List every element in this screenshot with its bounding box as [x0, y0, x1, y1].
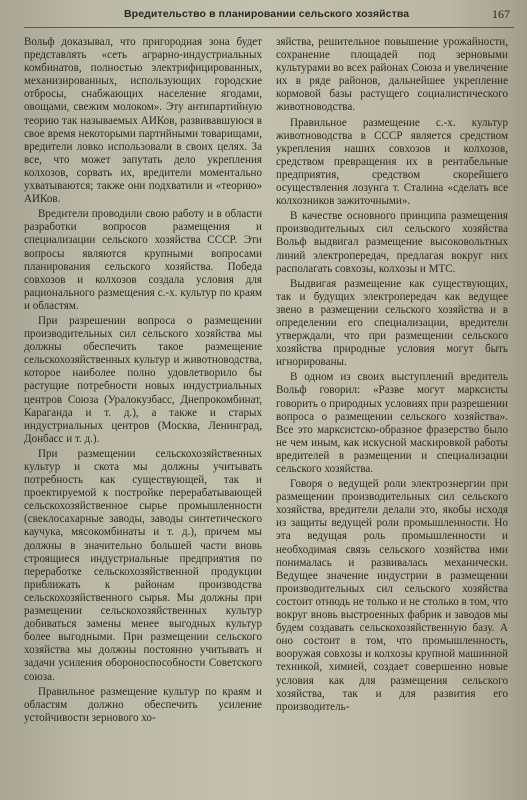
- paragraph: При разрешении вопроса о размещении производительных сил сельского хозяйства мы должны обеспечить такое размещение сельскохозяйственных культур и животноводства, которое наиболее полно удовлетворило бы растущие потребности новых индустриальных центров Союза (Уралокузбасс, Днепрокомбинат, Караганда и т. д.), а также и старых индустриальных центров (Москва, Ленинград, Донбасс и т. д.).: [24, 314, 262, 445]
- paragraph: зяйства, решительное повышение урожайности, сохранение площадей под зерновыми культурами во всех районах Союза и увеличение их в ряде районов, дальнейшее укрепление кормовой базы растущего социалистического животноводства.: [276, 36, 508, 114]
- paragraph: Говоря о ведущей роли электроэнергии при размещении производительных сил сельского хозяйства, вредители делали это, якобы исходя из защиты ведущей роли промышленности. Но эта ведущая роль промышленности и необходимая связь сельского хозяйства ими понималась и развивалась механически. Ведущее значение индустрии в размещении производительных сил сельского хозяйства состоит отнюдь не только и не столько в том, что вокруг вновь выстроенных фабрик и заводов мы будем создавать сельскохозяйственную базу. А оно состоит в том, что промышленность, вооружая совхозы и колхозы крупной машинной техникой, химией, создает совершенно новые условия как для размещения сельского хозяйства, так и для развития его производитель-: [276, 478, 508, 713]
- page-header: [24, 5, 514, 28]
- paragraph: Правильное размещение культур по краям и областям должно обеспечить усиление устойчивости зернового хо-: [24, 685, 262, 724]
- paragraph: В качестве основного принципа размещения производительных сил сельского хозяйства Вольф выдвигал размещение высоковольтных линий электропередач, предлагая вокруг них располагать совхозы, колхозы и МТС.: [276, 210, 508, 275]
- right-column: [276, 36, 508, 796]
- paragraph: Вольф доказывал, что пригородная зона будет представлять «сеть аграрно-индустриальных комбинатов, полностью электрифицированных, механизированных, использующих городские отбросы, снабжающих население ягодами, овощами, свежим молоком». Эту антипартийную теорию так называемых АИКов, развивавшуюся в свое время некоторыми партийными товарищами, вредители ловко использовали в своих целях. За все, что может запутать дело укрепления колхозов, сорвать их, вредители моментально ухватываются; также они подхватили и «теорию» АИКов.: [24, 36, 262, 206]
- paragraph: В одном из своих выступлений вредитель Вольф говорил: «Разве могут марксисты говорить о природных условиях при разрешении вопроса о размещении сельского хозяйства». Все это марксистско-образное фразерство было не чем иным, как искусной маскировкой работы вредителей в размещении и специализации сельского хозяйства.: [276, 371, 508, 475]
- paragraph: Вредители проводили свою работу и в области разработки вопросов размещения и специализации сельского хозяйства СССР. Эти вопросы являются крупными вопросами планирования сельского хозяйства. Победа совхозов и колхозов создала условия для рационального размещения с.-х. культур по краям и областям.: [24, 208, 262, 312]
- paragraph: Выдвигая размещение как существующих, так и будущих электропередач как ведущее звено в размещении сельского хозяйства и в определении его специализации, вредители утверждали, что при размещении сельского хозяйства природные условия могут быть игнорированы.: [276, 277, 508, 369]
- paragraph: Правильное размещение с.-х. культур животноводства в СССР является средством укрепления наших совхозов и колхозов, средством превращения их в рентабельные предприятия, средством скорейшего осуществления лозунга т. Сталина «сделать все колхозников зажиточными».: [276, 116, 508, 208]
- page-number: 167: [492, 7, 510, 21]
- left-column: [24, 36, 262, 796]
- paragraph: При размещении сельскохозяйственных культур и скота мы должны учитывать потребность как существующей, так и проектируемой к постройке перерабатывающей сельскохозяйственное сырье промышленности (свеклосахарные заводы, заводы синтетического каучука, мясокомбинаты и т. д.), причем мы должны в значительно большей части вновь строящиеся индустриальные предприятия по переработке сельскохозяйственной продукции приближать к районам производства сельскохозяйственного сырья. Мы должны при размещении сельскохозяйственных культур добиваться замены менее выгодных культур более выгодными. При размещении сельского хозяйства мы должны постоянно учитывать и задачи усиления обороноспособности Советского союза.: [24, 447, 262, 683]
- running-title: Вредительство в планировании сельского хозяйства: [124, 8, 410, 20]
